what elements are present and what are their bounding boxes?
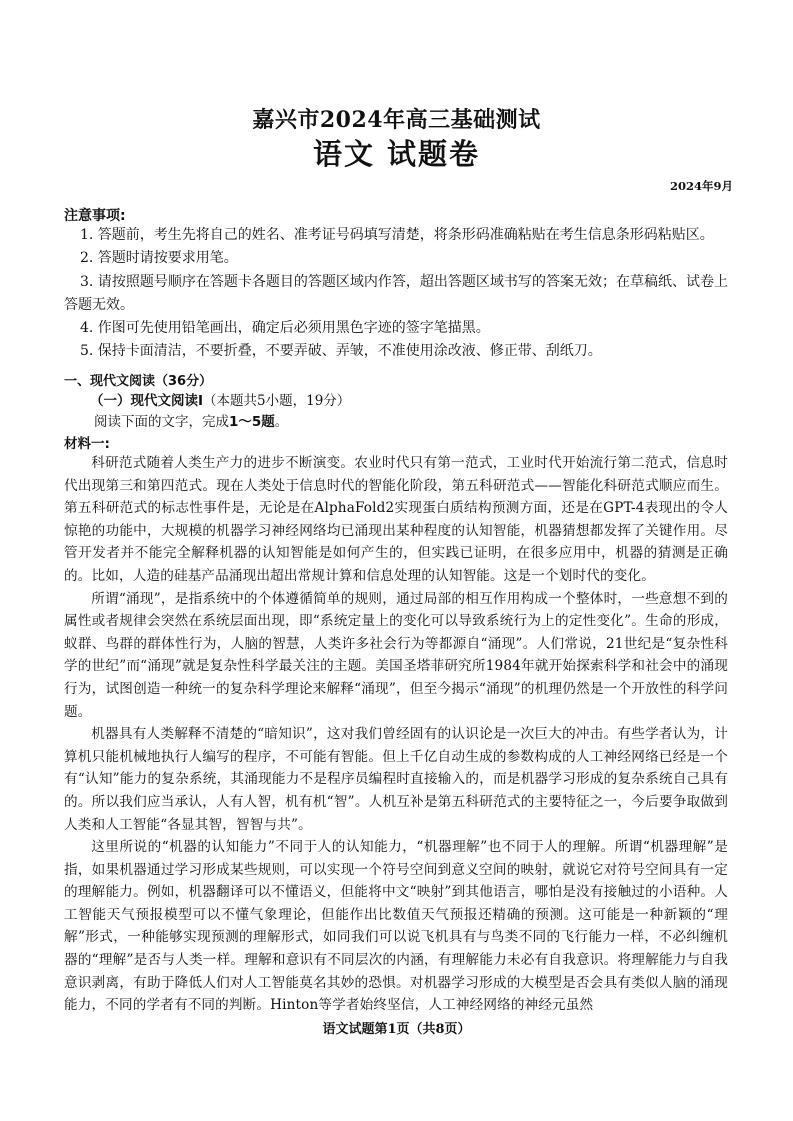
exam-subject-title: 语文 试题卷	[312, 137, 481, 171]
passage-paragraph: 科研范式随着人类生产力的进步不断演变。农业时代只有第一范式，工业时代开始流行第二范式，信息时代出现第三和第四范式。现在人类处于信息时代的智能化阶段，第五科研范式——智能化科研范式顺应而生。第五科研范式的标志性事件是，无论是在AlphaFold2实现蛋白质结构预测方面，还是在GPT-4表现出的令人惊艳的功能中，大规模的机器学习神经网络均已涌现出某种程度的认知智能，机器猜想都发挥了关键作用。尽管开发者并不能完全解释机器的认知智能是如何产生的，但实践已证明，在很多应用中，机器的猜测是正确的。比如，人造的硅基产品涌现出超出常规计算和信息处理的认知智能。这是一个划时代的变化。	[64, 455, 728, 584]
notes-item: 4. 作图可先使用铅笔画出，确定后必须用黑色字迹的签字笔描黑。	[80, 320, 490, 337]
subsection-bold: （一）现代文阅读Ⅰ	[90, 393, 204, 409]
notes-item: 3. 请按照题号顺序在答题卡各题目的答题区域内作答，超出答题区域书写的答案无效；在草稿纸、试卷上答题无效。	[64, 273, 728, 313]
notes-item: 2. 答题时请按要求用笔。	[80, 250, 238, 267]
subsection-title	[90, 389, 754, 409]
notes-list	[64, 224, 728, 364]
instruction-range: 1～5题	[229, 414, 275, 430]
exam-title: 嘉兴市2024年高三基础测试	[252, 107, 541, 133]
exam-date: 2024年9月	[669, 179, 733, 193]
page-footer: 语文试题第1页（共8页）	[322, 1022, 471, 1037]
reading-instruction	[94, 410, 758, 430]
section-title: 一、现代文阅读（36分）	[64, 374, 213, 389]
passage-body	[64, 452, 728, 1017]
passage-paragraph: 所谓“涌现”，是指系统中的个体遵循简单的规则，通过局部的相互作用构成一个整体时，一些意想不到的属性或者规律会突然在系统层面出现，即“系统定量上的变化可以导致系统行为上的定性变化”。生命的形成，蚁群、鸟群的群体性行为，人脑的智慧，人类许多社会行为等都源自“涌现”。人们常说，21世纪是“复杂性科学的世纪”而“涌现”就是复杂性科学最关注的主题。美国圣塔菲研究所1984年就开始探索科学和社会中的涌现行为，试图创造一种统一的复杂科学理论来解释“涌现”，但至今揭示“涌现”的机理仍然是一个开放性的科学问题。	[64, 590, 728, 720]
passage-paragraph: 这里所说的“机器的认知能力”不同于人的认知能力，“机器理解”也不同于人的理解。所谓“机器理解”是指，如果机器通过学习形成某些规则，可以实现一个符号空间到意义空间的映射，就说它对符号空间具有一定的理解能力。例如，机器翻译可以不懂语义，但能将中文“映射”到其他语言，哪怕是没有接触过的小语种。人工智能天气预报模型可以不懂气象理论，但能作出比数值天气预报还精确的预测。这可能是一种新颖的“理解”形式，一种能够实现预测的理解形式，如同我们可以说飞机具有与鸟类不同的飞行能力一样，不必纠缠机器的“理解”是否与人类一样。理解和意识有不同层次的内涵，有理解能力未必有自我意识。将理解能力与自我意识剥离，有助于降低人们对人工智能莫名其妙的恐惧。对机器学习形成的大模型是否会具有类似人脑的涌现能力，不同的学者有不同的判断。Hinton等学者始终坚信，人工神经网络的神经元虽然	[64, 839, 728, 1014]
material-label: 材料一:	[64, 436, 110, 452]
notes-item: 5. 保持卡面清洁，不要折叠，不要弄破、弄皱，不准使用涂改液、修正带、刮纸刀。	[80, 343, 602, 360]
instruction-pre: 阅读下面的文字，完成	[94, 414, 229, 430]
notes-heading: 注意事项:	[64, 208, 126, 224]
instruction-post: 。	[274, 414, 289, 430]
passage-paragraph: 机器具有人类解释不清楚的“暗知识”，这对我们曾经固有的认识论是一次巨大的冲击。有些学者认为，计算机只能机械地执行人编写的程序，不可能有智能。但上千亿自动生成的参数构成的人工神经网络已经是一个有“认知”能力的复杂系统，其涌现能力不是程序员编程时直接输入的，而是机器学习形成的复杂系统自己具有的。所以我们应当承认，人有人智，机有机“智”。人机互补是第五科研范式的主要特征之一，今后要争取做到人类和人工智能“各显其智，智智与共”。	[64, 726, 728, 833]
subsection-detail: （本题共5小题，19分）	[203, 393, 351, 409]
notes-item: 1. 答题前，考生先将自己的姓名、准考证号码填写清楚，将条形码准确粘贴在考生信息条形码粘贴区。	[80, 227, 714, 243]
